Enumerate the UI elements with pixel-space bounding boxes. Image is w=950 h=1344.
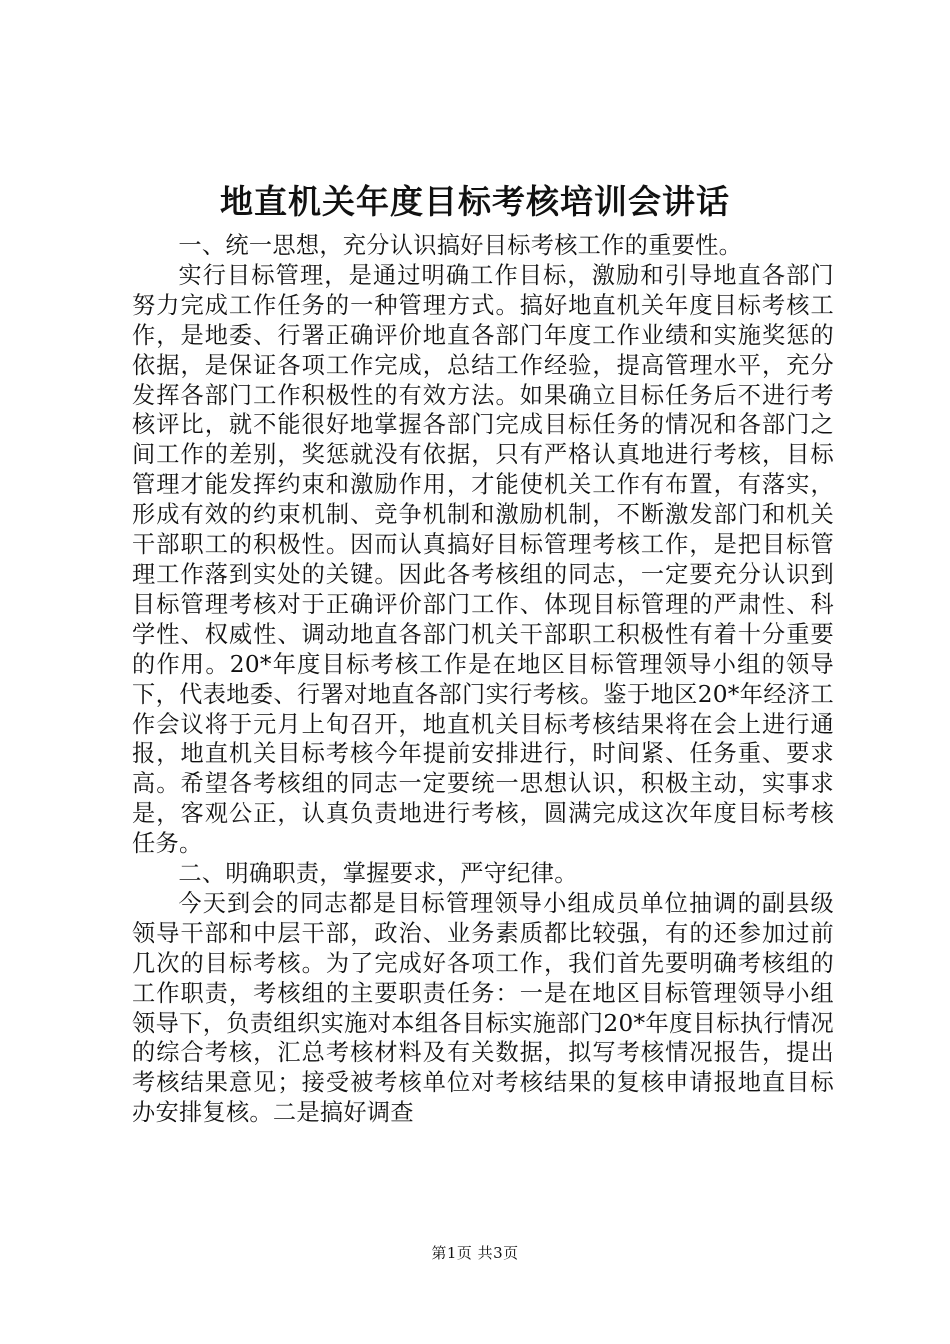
section-heading-1: 一、统一思想，充分认识搞好目标考核工作的重要性。 — [178, 232, 743, 259]
page-footer: 第1页 共3页 — [431, 1244, 519, 1262]
body-paragraph-2: 今天到会的同志都是目标管理领导小组成员单位抽调的副县级领导干部和中层干部，政治、业务素质都比较强，有的还参加过前几次的目标考核。为了完成好各项工作，我们首先要明确考核组的工作职责，考核组的主要职责任务：一是在地区目标管理领导小组领导下，负责组织实施对本组各目标实施部门20*年度目标执行情况的综合考核，汇总考核材料及有关数据，拟写考核情况报告，提出考核结果意见；接受被考核单位对考核结果的复核申请报地直目标办安排复核。二是搞好调查 — [132, 889, 834, 1127]
document-title: 地直机关年度目标考核培训会讲话 — [220, 182, 730, 221]
document-body — [132, 231, 834, 1128]
section-heading-2: 二、明确职责，掌握要求，严守纪律。 — [178, 860, 578, 888]
body-paragraph-1: 实行目标管理，是通过明确工作目标，激励和引导地直各部门努力完成工作任务的一种管理方式。搞好地直机关年度目标考核工作，是地委、行署正确评价地直各部门年度工作业绩和实施奖惩的依据，是保证各项工作完成，总结工作经验，提高管理水平，充分发挥各部门工作积极性的有效方法。如果确立目标任务后不进行考核评比，就不能很好地掌握各部门完成目标任务的情况和各部门之间工作的差别，奖惩就没有依据，只有严格认真地进行考核，目标管理才能发挥约束和激励作用，才能使机关工作有布置，有落实，形成有效的约束机制、竞争机制和激励机制，不断激发部门和机关干部职工的积极性。因而认真搞好目标管理考核工作，是把目标管理工作落到实处的关键。因此各考核组的同志，一定要充分认识到目标管理考核对于正确评价部门工作、体现目标管理的严肃性、科学性、权威性、调动地直各部门机关干部职工积极性有着十分重要的作用。20*年度目标考核工作是在地区目标管理领导小组的领导下，代表地委、行署对地直各部门实行考核。鉴于地区20*年经济工作会议将于元月上旬召开，地直机关目标考核结果将在会上进行通报，地直机关目标考核今年提前安排进行，时间紧、任务重、要求高。希望各考核组的同志一定要统一思想认识，积极主动，实事求是，客观公正，认真负责地进行考核，圆满完成这次年度目标考核任务。 — [132, 261, 834, 858]
